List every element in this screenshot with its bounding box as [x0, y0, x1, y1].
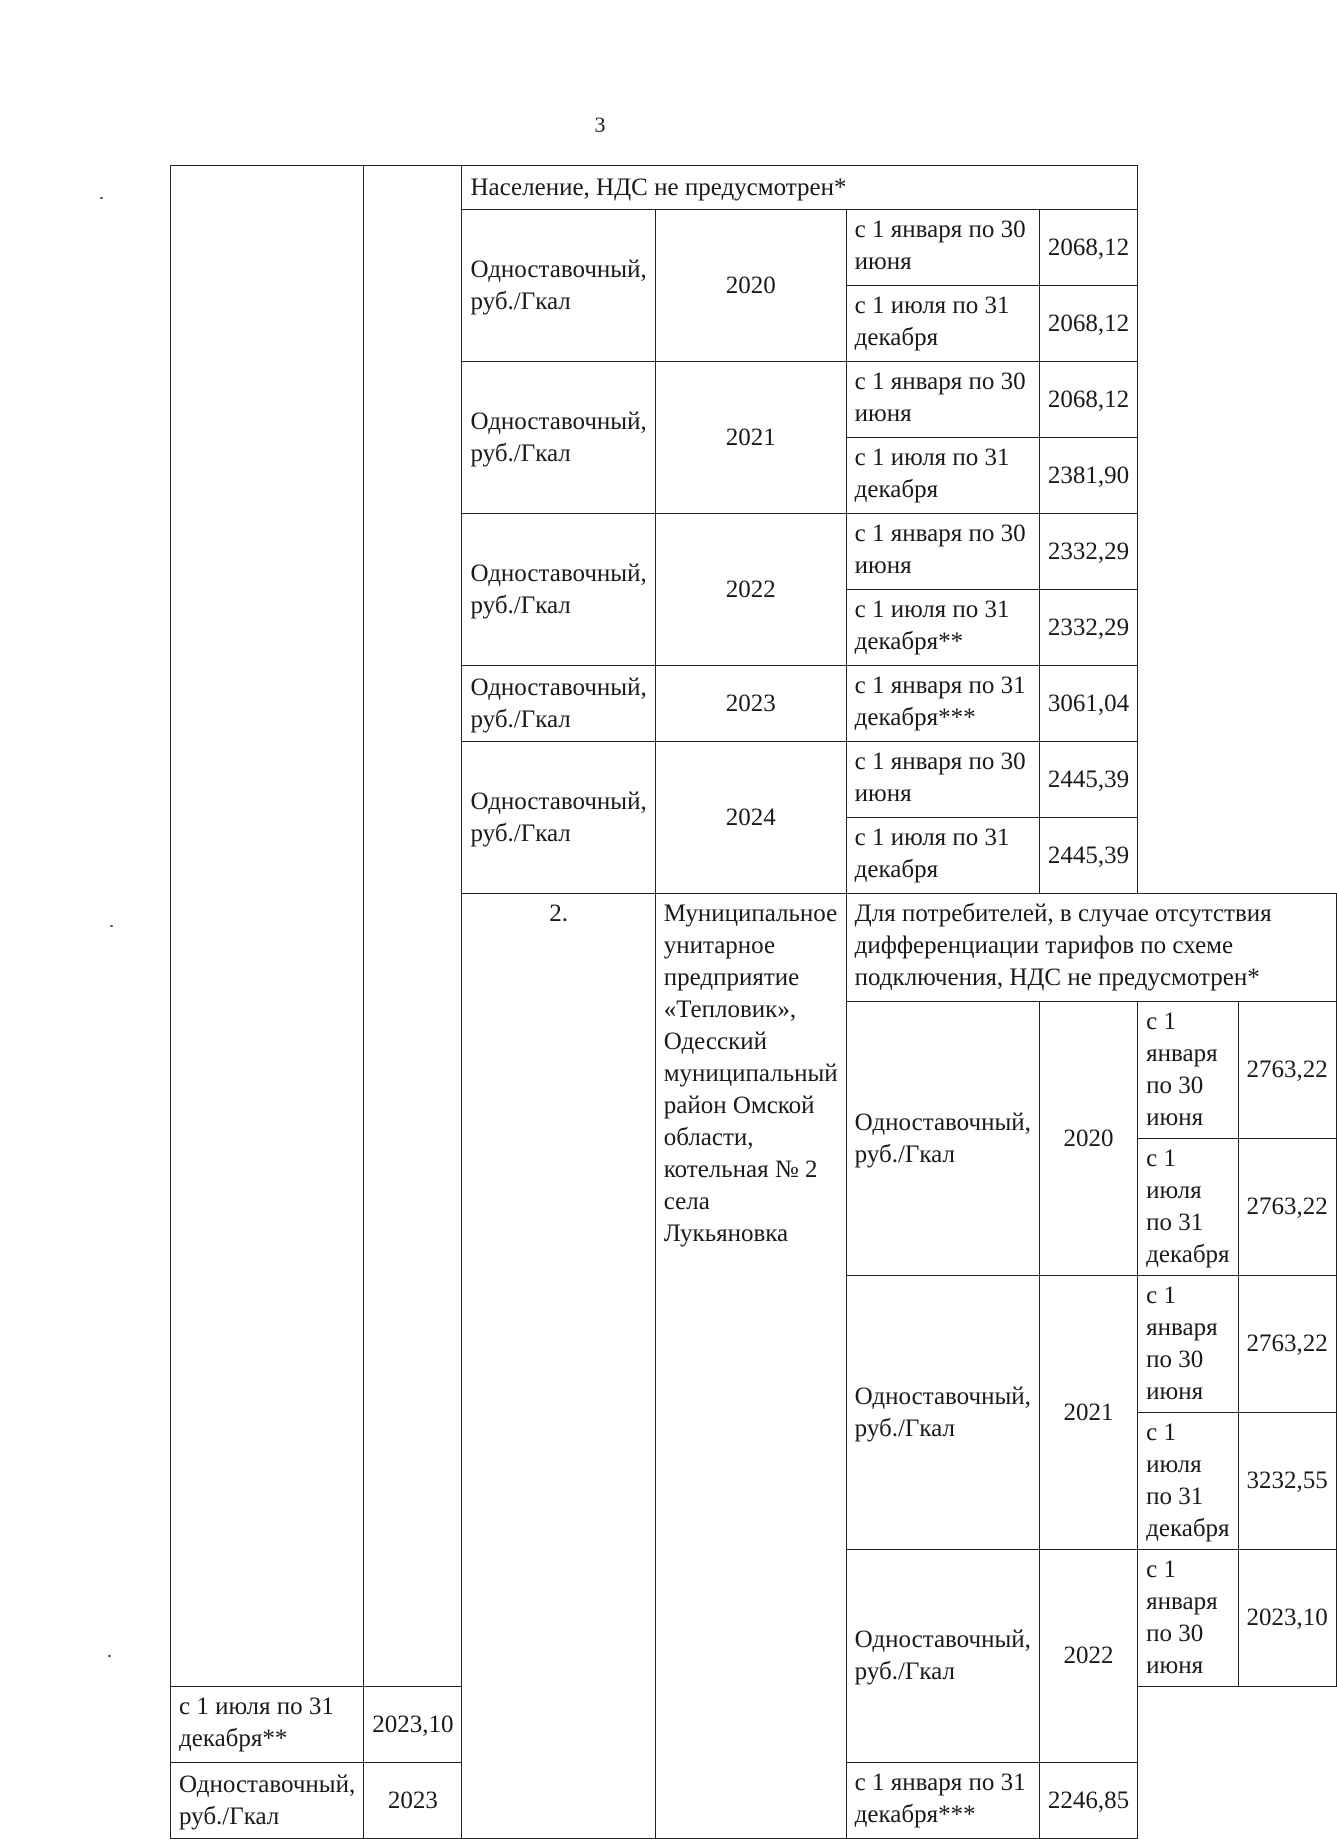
- tariff-type: Одноставочный, руб./Гкал: [462, 514, 655, 666]
- tariff-type: Одноставочный, руб./Гкал: [462, 742, 655, 894]
- period: с 1 января по 30 июня: [846, 514, 1039, 590]
- tariff-type: Одноставочный, руб./Гкал: [462, 666, 655, 742]
- page-number: 3: [594, 112, 606, 137]
- tariff-type: Одноставочный, руб./Гкал: [846, 1002, 1039, 1276]
- row-number-cell: [171, 166, 364, 1687]
- tariff-value: 2763,22: [1238, 1276, 1336, 1413]
- row-number: 2.: [462, 894, 655, 1839]
- year: 2024: [655, 742, 846, 894]
- scan-speck: [100, 197, 103, 199]
- tariff-value: 2068,12: [1039, 210, 1137, 286]
- year: 2023: [364, 1763, 462, 1839]
- organization-name: Муниципальное унитарное предприятие «Тепловик», Одесский муниципальный район Омской области, котельная № 2 села Лукьяновка: [655, 894, 846, 1839]
- period: с 1 июля по 31 декабря: [846, 818, 1039, 894]
- period: с 1 января по 30 июня: [846, 210, 1039, 286]
- tariff-value: 2068,12: [1039, 362, 1137, 438]
- tariff-value: 2445,39: [1039, 742, 1137, 818]
- category-header: Население, НДС не предусмотрен*: [462, 166, 1138, 210]
- tariff-type: Одноставочный, руб./Гкал: [171, 1763, 364, 1839]
- period: с 1 января по 30 июня: [1138, 1276, 1238, 1413]
- period: с 1 июля по 31 декабря**: [846, 590, 1039, 666]
- period: с 1 января по 31 декабря***: [846, 666, 1039, 742]
- year: 2021: [655, 362, 846, 514]
- tariff-value: 2445,39: [1039, 818, 1137, 894]
- tariff-value: 2763,22: [1238, 1002, 1336, 1139]
- tariff-type: Одноставочный, руб./Гкал: [846, 1276, 1039, 1550]
- scan-speck: [108, 1655, 111, 1657]
- period: с 1 июля по 31 декабря: [846, 286, 1039, 362]
- period: с 1 июля по 31 декабря: [846, 438, 1039, 514]
- table-row: [171, 166, 1337, 210]
- category-header: Для потребителей, в случае отсутствия дифференциации тарифов по схеме подключения, НДС не предусмотрен*: [846, 894, 1336, 1002]
- tariff-value: 2246,85: [1039, 1763, 1137, 1839]
- tariff-value: 2023,10: [364, 1687, 462, 1763]
- year: 2022: [1039, 1550, 1137, 1763]
- year: 2022: [655, 514, 846, 666]
- period: с 1 июля по 31 декабря: [1138, 1413, 1238, 1550]
- period: с 1 января по 30 июня: [1138, 1550, 1238, 1687]
- period: с 1 января по 30 июня: [1138, 1002, 1238, 1139]
- tariff-value: 2381,90: [1039, 438, 1137, 514]
- period: с 1 января по 31 декабря***: [846, 1763, 1039, 1839]
- year: 2023: [655, 666, 846, 742]
- year: 2020: [655, 210, 846, 362]
- tariff-type: Одноставочный, руб./Гкал: [462, 210, 655, 362]
- tariff-value: 3232,55: [1238, 1413, 1336, 1550]
- tariff-value: 2332,29: [1039, 514, 1137, 590]
- period: с 1 января по 30 июня: [846, 742, 1039, 818]
- tariff-value: 2332,29: [1039, 590, 1137, 666]
- organization-cell: [364, 166, 462, 1687]
- period: с 1 января по 30 июня: [846, 362, 1039, 438]
- period: с 1 июля по 31 декабря**: [171, 1687, 364, 1763]
- year: 2021: [1039, 1276, 1137, 1550]
- tariff-type: Одноставочный, руб./Гкал: [846, 1550, 1039, 1763]
- tariff-value: 2763,22: [1238, 1139, 1336, 1276]
- tariff-value: 3061,04: [1039, 666, 1137, 742]
- tariff-table: [170, 165, 1337, 1839]
- tariff-value: 2068,12: [1039, 286, 1137, 362]
- year: 2020: [1039, 1002, 1137, 1276]
- tariff-type: Одноставочный, руб./Гкал: [462, 362, 655, 514]
- period: с 1 июля по 31 декабря: [1138, 1139, 1238, 1276]
- tariff-value: 2023,10: [1238, 1550, 1336, 1687]
- scan-speck: [110, 925, 113, 927]
